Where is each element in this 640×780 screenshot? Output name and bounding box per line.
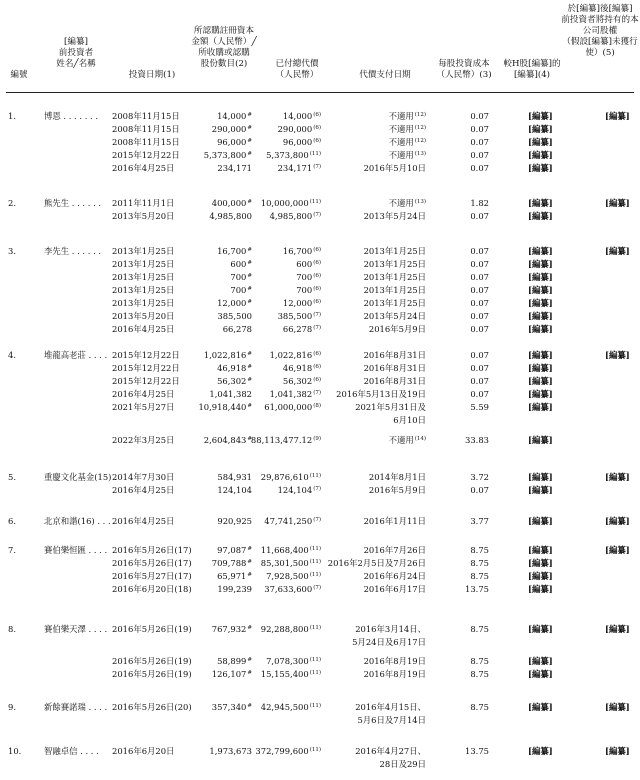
shares-amount: 66,278	[222, 324, 252, 334]
footnote-marker: #	[247, 364, 252, 370]
footnote-marker: (11)	[309, 625, 321, 631]
shares-amount: 58,899#	[217, 656, 252, 666]
payment-date: 2016年7月26日	[363, 545, 426, 555]
stake-value: [編纂]	[605, 472, 630, 482]
payment-date: 2016年8月31日	[363, 350, 426, 360]
row-number: 4.	[8, 350, 16, 360]
discount-value: [編纂]	[528, 545, 553, 555]
investment-date: 2016年5月26日(17)	[112, 545, 192, 555]
shares-amount: 199,239	[217, 584, 252, 594]
stake-value: [編纂]	[605, 350, 630, 360]
payment-date: 2016年4月15日、	[355, 702, 426, 712]
payment-date: 2016年8月31日	[363, 363, 426, 373]
cost-per-share: 8.75	[470, 669, 489, 679]
investment-date: 2014年7月30日	[112, 472, 175, 482]
total-consideration: 372,799,600$^{(11)}$	[255, 746, 321, 756]
discount-value: [編纂]	[528, 150, 553, 160]
stake-value: [編纂]	[605, 746, 630, 756]
payment-date: 不適用$^{(13)}$	[388, 150, 426, 160]
total-consideration: 16,700$^{(6)}$	[282, 246, 321, 256]
investor-name: 賽伯樂天澤 . . . .	[44, 624, 108, 634]
payment-date: 2016年5月13日及19日	[336, 389, 426, 399]
cost-per-share: 0.07	[470, 485, 489, 495]
stake-value: [編纂]	[605, 702, 630, 712]
investor-name: 新餘賽諾瑞 . . . .	[44, 702, 108, 712]
discount-value: [編纂]	[528, 311, 553, 321]
footnote-marker: #	[247, 703, 252, 709]
cost-per-share: 0.07	[470, 211, 489, 221]
investment-date: 2016年4月25日	[112, 324, 175, 334]
investment-date: 2016年6月20日	[112, 746, 175, 756]
investment-date: 2008年11月15日	[112, 124, 180, 134]
row-number: 9.	[8, 702, 16, 712]
discount-value: [編纂]	[528, 435, 553, 445]
footnote-marker: #	[247, 299, 252, 305]
total-consideration: 42,945,500$^{(11)}$	[260, 702, 321, 712]
shares-amount: 709,788#	[211, 558, 252, 568]
total-consideration: 1,022,816$^{(6)}$	[269, 350, 321, 360]
investment-date: 2013年5月20日	[112, 211, 175, 221]
investment-date: 2013年1月25日	[112, 246, 175, 256]
discount-value: [編纂]	[528, 350, 553, 360]
cost-per-share: 8.75	[470, 558, 489, 568]
footnote-marker: (6)	[313, 286, 321, 292]
cost-per-share: 0.07	[470, 259, 489, 269]
footnote-marker: #	[247, 273, 252, 279]
footnote-marker: (6)	[313, 351, 321, 357]
shares-amount: 46,918#	[217, 363, 252, 373]
cost-per-share: 3.77	[470, 516, 489, 526]
discount-value: [編纂]	[528, 298, 553, 308]
discount-value: [編纂]	[528, 702, 553, 712]
shares-amount: 357,340#	[211, 702, 252, 712]
discount-value: [編纂]	[528, 656, 553, 666]
investor-name: 堆龍高老莊 . . . .	[44, 350, 108, 360]
discount-value: [編纂]	[528, 272, 553, 282]
cost-per-share: 0.07	[470, 376, 489, 386]
cost-per-share: 0.07	[470, 324, 489, 334]
payment-date: 2021年5月31日及	[355, 402, 426, 412]
total-consideration: 385,500$^{(7)}$	[277, 311, 321, 321]
investment-date: 2016年4月25日	[112, 163, 175, 173]
shares-amount: 97,087#	[217, 545, 252, 555]
investment-date: 2008年11月15日	[112, 137, 180, 147]
total-consideration: 7,928,500$^{(11)}$	[266, 571, 321, 581]
investor-name: 重慶文化基金(15) .	[44, 472, 117, 482]
footnote-marker: (11)	[309, 747, 321, 753]
payment-date: 2013年1月25日	[363, 272, 426, 282]
total-consideration: 88,113,477.12$^{(9)}$	[250, 435, 321, 445]
total-consideration: 66,278$^{(7)}$	[282, 324, 321, 334]
discount-value: [編纂]	[528, 363, 553, 373]
shares-amount: 124,104	[217, 485, 252, 495]
footnote-marker: (7)	[313, 486, 321, 492]
footnote-marker: #	[247, 151, 252, 157]
shares-amount: 700#	[230, 272, 252, 282]
shares-amount: 96,000#	[217, 137, 252, 147]
footnote-marker: (6)	[313, 377, 321, 383]
footnote-marker: #	[247, 112, 252, 118]
row-number: 3.	[8, 246, 16, 256]
investment-date: 2022年3月25日	[112, 435, 175, 445]
investment-date: 2016年4月25日	[112, 485, 175, 495]
footnote-marker: #	[247, 377, 252, 383]
total-consideration: 14,000$^{(6)}$	[282, 111, 321, 121]
footnote-marker: (7)	[313, 212, 321, 218]
payment-date: 6月10日	[393, 415, 426, 425]
shares-amount: 290,000#	[211, 124, 252, 134]
total-consideration: 5,373,800$^{(11)}$	[266, 150, 321, 160]
row-number: 1.	[8, 111, 16, 121]
footnote-marker: (7)	[313, 517, 321, 523]
cost-per-share: 0.07	[470, 163, 489, 173]
cost-per-share: 33.83	[465, 435, 489, 445]
discount-value: [編纂]	[528, 211, 553, 221]
discount-value: [編纂]	[528, 402, 553, 412]
shares-amount: 767,932#	[211, 624, 252, 634]
payment-date: 不適用$^{(12)}$	[388, 111, 426, 121]
footnote-marker: (6)	[313, 260, 321, 266]
footnote-marker: #	[247, 670, 252, 676]
footnote-marker: #	[247, 125, 252, 131]
total-consideration: 85,301,500$^{(11)}$	[260, 558, 321, 568]
total-consideration: 92,288,800$^{(11)}$	[260, 624, 321, 634]
footnote-marker: (11)	[309, 670, 321, 676]
column-header: 投資日期(1)	[128, 70, 176, 80]
shares-amount: 12,000#	[217, 298, 252, 308]
total-consideration: 290,000$^{(6)}$	[277, 124, 321, 134]
shares-amount: 65,971#	[217, 571, 252, 581]
investment-date: 2013年5月20日	[112, 311, 175, 321]
stake-value: [編纂]	[605, 545, 630, 555]
payment-date: 2016年5月9日	[368, 324, 426, 334]
total-consideration: 11,668,400$^{(11)}$	[260, 545, 321, 555]
shares-amount: 5,373,800#	[203, 150, 252, 160]
cost-per-share: 0.07	[470, 272, 489, 282]
footnote-marker: (9)	[313, 436, 321, 442]
discount-value: [編纂]	[528, 669, 553, 679]
payment-date: 2013年1月25日	[363, 246, 426, 256]
shares-amount: 2,604,843#	[203, 435, 252, 445]
shares-amount: 1,022,816#	[203, 350, 252, 360]
cost-per-share: 8.75	[470, 656, 489, 666]
total-consideration: 12,000$^{(6)}$	[282, 298, 321, 308]
cost-per-share: 0.07	[470, 389, 489, 399]
header-rule	[6, 92, 634, 93]
investment-date: 2015年12月22日	[112, 363, 180, 373]
footnote-marker: (12)	[414, 138, 426, 144]
footnote-marker: (6)	[313, 364, 321, 370]
payment-date: 2013年1月25日	[363, 259, 426, 269]
discount-value: [編纂]	[528, 198, 553, 208]
stake-value: [編纂]	[605, 198, 630, 208]
total-consideration: 4,985,800$^{(7)}$	[269, 211, 321, 221]
discount-value: [編纂]	[528, 571, 553, 581]
discount-value: [編纂]	[528, 259, 553, 269]
total-consideration: 700$^{(6)}$	[296, 272, 321, 282]
discount-value: [編纂]	[528, 516, 553, 526]
discount-value: [編纂]	[528, 111, 553, 121]
investment-date: 2013年1月25日	[112, 298, 175, 308]
investor-name: 李先生 . . . . . .	[44, 246, 102, 256]
cost-per-share: 0.07	[470, 363, 489, 373]
footnote-marker: (11)	[309, 559, 321, 565]
footnote-marker: (7)	[313, 325, 321, 331]
stake-value: [編纂]	[605, 516, 630, 526]
shares-amount: 14,000#	[217, 111, 252, 121]
footnote-marker: (11)	[309, 546, 321, 552]
discount-value: [編纂]	[528, 558, 553, 568]
cost-per-share: 0.07	[470, 137, 489, 147]
footnote-marker: #	[247, 247, 252, 253]
total-consideration: 96,000$^{(6)}$	[282, 137, 321, 147]
cost-per-share: 3.72	[470, 472, 489, 482]
footnote-marker: (8)	[313, 403, 321, 409]
cost-per-share: 13.75	[465, 746, 489, 756]
shares-amount: 700#	[230, 285, 252, 295]
discount-value: [編纂]	[528, 624, 553, 634]
row-number: 2.	[8, 198, 16, 208]
payment-date: 2016年3月14日、	[355, 624, 426, 634]
cost-per-share: 0.07	[470, 150, 489, 160]
payment-date: 不適用$^{(14)}$	[388, 435, 426, 445]
investor-name: 賽伯樂恒匯 . . . .	[44, 545, 108, 555]
discount-value: [編纂]	[528, 472, 553, 482]
investment-date: 2016年4月25日	[112, 389, 175, 399]
shares-amount: 400,000#	[211, 198, 252, 208]
footnote-marker: (6)	[313, 112, 321, 118]
payment-date: 2016年4月27日、	[355, 746, 426, 756]
footnote-marker: (13)	[414, 151, 426, 157]
cost-per-share: 8.75	[470, 702, 489, 712]
investment-date: 2011年11月1日	[112, 198, 175, 208]
payment-date: 2013年1月25日	[363, 285, 426, 295]
total-consideration: 47,741,250$^{(7)}$	[264, 516, 321, 526]
footnote-marker: (7)	[313, 312, 321, 318]
cost-per-share: 8.75	[470, 624, 489, 634]
footnote-marker: (7)	[313, 585, 321, 591]
payment-date: 2016年6月17日	[363, 584, 426, 594]
footnote-marker: (6)	[313, 125, 321, 131]
shares-amount: 600#	[230, 259, 252, 269]
investment-date: 2016年5月26日(17)	[112, 558, 192, 568]
total-consideration: 234,171$^{(7)}$	[277, 163, 321, 173]
discount-value: [編纂]	[528, 285, 553, 295]
footnote-marker: (11)	[309, 657, 321, 663]
investment-date: 2016年6月20日(18)	[112, 584, 192, 594]
footnote-marker: (14)	[414, 436, 426, 442]
shares-amount: 4,985,800	[209, 211, 252, 221]
investment-date: 2015年12月22日	[112, 350, 180, 360]
footnote-marker: #	[247, 286, 252, 292]
payment-date: 2016年8月19日	[363, 656, 426, 666]
payment-date: 5月24日及6月17日	[352, 637, 426, 647]
discount-value: [編纂]	[528, 246, 553, 256]
total-consideration: 600$^{(6)}$	[296, 259, 321, 269]
shares-amount: 1,041,382	[209, 389, 252, 399]
column-header: 較H股[編纂]的 [編纂](4)	[503, 59, 561, 80]
stake-value: [編纂]	[605, 246, 630, 256]
payment-date: 2016年1月11日	[363, 516, 426, 526]
column-header: 所認購註冊資本 金額（人民幣）╱ 所收購或認購 股份數目(2)	[191, 26, 257, 69]
footnote-marker: (13)	[414, 199, 426, 205]
investor-name: 北京和諧(16) . . .	[44, 516, 111, 526]
total-consideration: 61,000,000$^{(8)}$	[264, 402, 321, 412]
payment-date: 28日及29日	[379, 759, 426, 769]
total-consideration: 1,041,382$^{(7)}$	[269, 389, 321, 399]
footnote-marker: (6)	[313, 247, 321, 253]
cost-per-share: 8.75	[470, 571, 489, 581]
shares-amount: 385,500	[217, 311, 252, 321]
payment-date: 不適用$^{(13)}$	[388, 198, 426, 208]
total-consideration: 700$^{(6)}$	[296, 285, 321, 295]
investment-date: 2013年1月25日	[112, 285, 175, 295]
column-header: 代價支付日期	[359, 70, 411, 80]
payment-date: 2013年1月25日	[363, 298, 426, 308]
footnote-marker: (11)	[309, 473, 321, 479]
footnote-marker: (7)	[313, 390, 321, 396]
row-number: 5.	[8, 472, 16, 482]
discount-value: [編纂]	[528, 324, 553, 334]
total-consideration: 46,918$^{(6)}$	[282, 363, 321, 373]
payment-date: 2016年6月24日	[363, 571, 426, 581]
cost-per-share: 0.07	[470, 350, 489, 360]
cost-per-share: 0.07	[470, 285, 489, 295]
payment-date: 5月6日及7月14日	[357, 715, 426, 725]
payment-date: 2016年5月9日	[368, 485, 426, 495]
payment-date: 不適用$^{(12)}$	[388, 137, 426, 147]
payment-date: 2013年5月24日	[363, 311, 426, 321]
footnote-marker: #	[247, 403, 252, 409]
shares-amount: 234,171	[217, 163, 252, 173]
column-header: 每股投資成本 （人民幣）(3)	[436, 59, 492, 80]
discount-value: [編纂]	[528, 485, 553, 495]
investment-date: 2013年1月25日	[112, 259, 175, 269]
cost-per-share: 8.75	[470, 545, 489, 555]
investor-name: 智融卓信 . . . .	[44, 746, 99, 756]
investor-name: 博恩 . . . . . . .	[44, 111, 99, 121]
discount-value: [編纂]	[528, 389, 553, 399]
shares-amount: 126,107#	[211, 669, 252, 679]
footnote-marker: (11)	[309, 151, 321, 157]
discount-value: [編纂]	[528, 124, 553, 134]
investment-date: 2016年5月26日(20)	[112, 702, 192, 712]
footnote-marker: #	[247, 138, 252, 144]
discount-value: [編纂]	[528, 584, 553, 594]
discount-value: [編纂]	[528, 163, 553, 173]
footnote-marker: #	[247, 572, 252, 578]
footnote-marker: (6)	[313, 138, 321, 144]
cost-per-share: 5.59	[470, 402, 489, 412]
discount-value: [編纂]	[528, 137, 553, 147]
total-consideration: 10,000,000$^{(11)}$	[260, 198, 321, 208]
column-header: 編號	[10, 70, 28, 80]
footnote-marker: (12)	[414, 125, 426, 131]
shares-amount: 1,973,673	[209, 746, 252, 756]
row-number: 7.	[8, 545, 16, 555]
payment-date: 2016年2月5日及7月26日	[327, 558, 426, 568]
payment-date: 2016年5月10日	[363, 163, 426, 173]
row-number: 6.	[8, 516, 16, 526]
footnote-marker: (12)	[414, 112, 426, 118]
shares-amount: 920,925	[217, 516, 252, 526]
cost-per-share: 1.82	[470, 198, 489, 208]
footnote-marker: (11)	[309, 703, 321, 709]
investment-date: 2021年5月27日	[112, 402, 175, 412]
investment-date: 2016年4月25日	[112, 516, 175, 526]
shares-amount: 16,700#	[217, 246, 252, 256]
investment-date: 2008年11月15日	[112, 111, 180, 121]
cost-per-share: 0.07	[470, 311, 489, 321]
total-consideration: 56,302$^{(6)}$	[282, 376, 321, 386]
footnote-marker: (6)	[313, 299, 321, 305]
cost-per-share: 0.07	[470, 298, 489, 308]
payment-date: 2013年5月24日	[363, 211, 426, 221]
discount-value: [編纂]	[528, 376, 553, 386]
total-consideration: 7,078,300$^{(11)}$	[266, 656, 321, 666]
stake-value: [編纂]	[605, 624, 630, 634]
total-consideration: 15,155,400$^{(11)}$	[260, 669, 321, 679]
cost-per-share: 0.07	[470, 124, 489, 134]
payment-date: 2016年8月19日	[363, 669, 426, 679]
investment-date: 2015年12月22日	[112, 376, 180, 386]
total-consideration: 37,633,600$^{(7)}$	[264, 584, 321, 594]
footnote-marker: #	[247, 260, 252, 266]
investment-date: 2016年5月27日(17)	[112, 571, 192, 581]
investment-date: 2015年12月22日	[112, 150, 180, 160]
payment-date: 不適用$^{(12)}$	[388, 124, 426, 134]
column-header: [編纂] 前投資者 姓名╱名稱	[56, 37, 96, 69]
footnote-marker: #	[247, 559, 252, 565]
shares-amount: 584,931	[217, 472, 252, 482]
investor-name: 熊先生 . . . . . .	[44, 198, 102, 208]
cost-per-share: 13.75	[465, 584, 489, 594]
investment-date: 2016年5月26日(19)	[112, 669, 192, 679]
cost-per-share: 0.07	[470, 246, 489, 256]
footnote-marker: #	[247, 657, 252, 663]
footnote-marker: #	[247, 351, 252, 357]
footnote-marker: (11)	[309, 572, 321, 578]
footnote-marker: #	[247, 436, 252, 442]
footnote-marker: #	[247, 546, 252, 552]
row-number: 8.	[8, 624, 16, 634]
footnote-marker: (6)	[313, 273, 321, 279]
investment-date: 2013年1月25日	[112, 272, 175, 282]
footnote-marker: #	[247, 199, 252, 205]
investment-date: 2016年5月26日(19)	[112, 656, 192, 666]
row-number: 10.	[8, 746, 22, 756]
investment-date: 2016年5月26日(19)	[112, 624, 192, 634]
column-header: 於[編纂]後[編纂] 前投資者將持有的本 公司股權 （假設[編纂]未獲行 使）(5)	[561, 4, 639, 58]
footnote-marker: (7)	[313, 164, 321, 170]
footnote-marker: #	[247, 625, 252, 631]
cost-per-share: 0.07	[470, 111, 489, 121]
payment-date: 2014年8月1日	[368, 472, 426, 482]
payment-date: 2016年8月31日	[363, 376, 426, 386]
stake-value: [編纂]	[605, 111, 630, 121]
shares-amount: 56,302#	[217, 376, 252, 386]
total-consideration: 124,104$^{(7)}$	[277, 485, 321, 495]
footnote-marker: (11)	[309, 199, 321, 205]
shares-amount: 10,918,440#	[198, 402, 252, 412]
total-consideration: 29,876,610$^{(11)}$	[260, 472, 321, 482]
discount-value: [編纂]	[528, 746, 553, 756]
column-header: 已付總代價 （人民幣）	[275, 59, 319, 80]
